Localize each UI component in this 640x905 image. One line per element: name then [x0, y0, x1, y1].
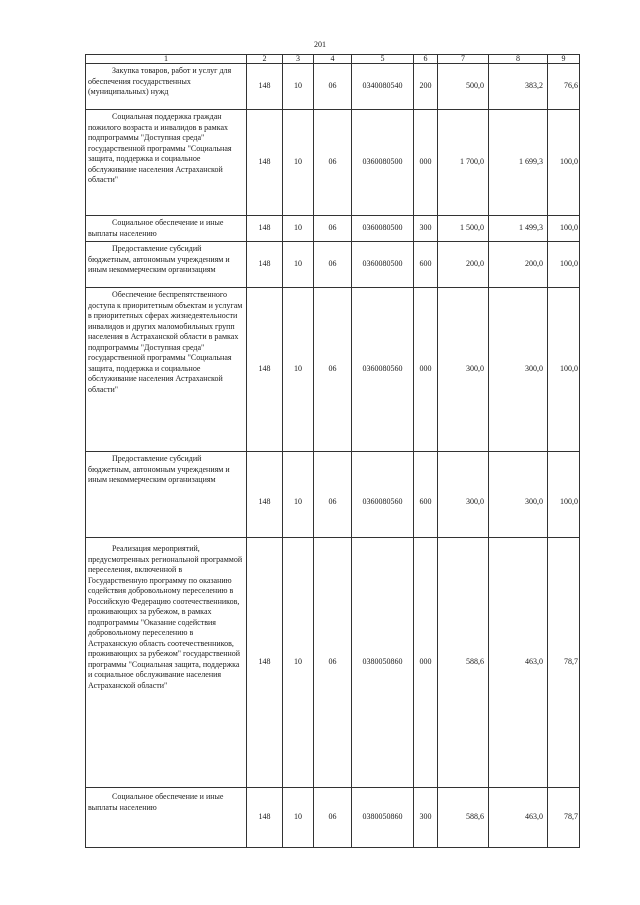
row-executed-amount: 300,0 [489, 288, 548, 452]
row-target-article: 0360080560 [352, 452, 414, 538]
row-expense-type: 200 [414, 64, 438, 110]
row-subsection-code: 06 [314, 452, 352, 538]
row-target-article: 0360080560 [352, 288, 414, 452]
column-number-7: 7 [438, 55, 489, 64]
row-execution-percent: 100,0 [548, 110, 580, 216]
column-number-9: 9 [548, 55, 580, 64]
row-expense-type: 300 [414, 788, 438, 848]
row-executed-amount: 1 499,3 [489, 216, 548, 242]
row-section-code: 10 [283, 538, 314, 788]
table-row [86, 242, 580, 288]
row-executed-amount: 300,0 [489, 452, 548, 538]
page-number: 201 [314, 40, 326, 49]
row-target-article: 0360080500 [352, 216, 414, 242]
row-target-article: 0380050860 [352, 788, 414, 848]
row-execution-percent: 76,6 [548, 64, 580, 110]
row-execution-percent: 100,0 [548, 288, 580, 452]
row-expense-type: 000 [414, 110, 438, 216]
row-executed-amount: 383,2 [489, 64, 548, 110]
row-execution-percent: 78,7 [548, 788, 580, 848]
row-section-code: 10 [283, 242, 314, 288]
row-subsection-code: 06 [314, 64, 352, 110]
column-number-8: 8 [489, 55, 548, 64]
row-ministry-code: 148 [247, 788, 283, 848]
row-execution-percent: 100,0 [548, 452, 580, 538]
table-row [86, 452, 580, 538]
row-executed-amount: 463,0 [489, 788, 548, 848]
column-number-row [86, 55, 580, 64]
row-planned-amount: 200,0 [438, 242, 489, 288]
row-planned-amount: 588,6 [438, 538, 489, 788]
table-row [86, 288, 580, 452]
row-description: Предоставление субсидий бюджетным, автономным учреждениям и иным некоммерческим организациям [86, 452, 247, 538]
row-planned-amount: 1 500,0 [438, 216, 489, 242]
column-number-5: 5 [352, 55, 414, 64]
table-row [86, 538, 580, 788]
row-section-code: 10 [283, 64, 314, 110]
row-section-code: 10 [283, 788, 314, 848]
row-ministry-code: 148 [247, 110, 283, 216]
table-row [86, 788, 580, 848]
row-section-code: 10 [283, 110, 314, 216]
row-ministry-code: 148 [247, 242, 283, 288]
row-ministry-code: 148 [247, 452, 283, 538]
row-target-article: 0340080540 [352, 64, 414, 110]
row-planned-amount: 300,0 [438, 452, 489, 538]
table-row [86, 64, 580, 110]
row-subsection-code: 06 [314, 788, 352, 848]
column-number-4: 4 [314, 55, 352, 64]
row-target-article: 0360080500 [352, 110, 414, 216]
row-subsection-code: 06 [314, 288, 352, 452]
row-execution-percent: 78,7 [548, 538, 580, 788]
row-description: Социальное обеспечение и иные выплаты населению [86, 788, 247, 848]
column-number-3: 3 [283, 55, 314, 64]
row-target-article: 0360080500 [352, 242, 414, 288]
row-executed-amount: 1 699,3 [489, 110, 548, 216]
row-subsection-code: 06 [314, 538, 352, 788]
budget-table [85, 54, 580, 848]
row-planned-amount: 500,0 [438, 64, 489, 110]
row-execution-percent: 100,0 [548, 242, 580, 288]
row-description: Социальная поддержка граждан пожилого возраста и инвалидов в рамках подпрограммы "Доступная среда" государственной программы "Социальная защита, поддержка и социальное обслуживание населения Астраханской области" [86, 110, 247, 216]
row-expense-type: 300 [414, 216, 438, 242]
row-executed-amount: 463,0 [489, 538, 548, 788]
table-row [86, 110, 580, 216]
row-ministry-code: 148 [247, 216, 283, 242]
row-expense-type: 600 [414, 452, 438, 538]
row-expense-type: 000 [414, 288, 438, 452]
row-ministry-code: 148 [247, 288, 283, 452]
row-ministry-code: 148 [247, 538, 283, 788]
row-description: Предоставление субсидий бюджетным, автономным учреждениям и иным некоммерческим организациям [86, 242, 247, 288]
row-description: Реализация мероприятий, предусмотренных региональной программой переселения, включенной в Государственную программу по оказанию содействия добровольному переселению в Российскую Федерацию соотечественников, проживающих за рубежом, в рамках подпрограммы "Оказание содействия добровольному переселению в Астраханскую область соотечественников, проживающих за рубежом" государственной программы "Социальная защита, поддержка и социальное обслуживание населения Астраханской области" [86, 538, 247, 788]
column-number-1: 1 [86, 55, 247, 64]
row-planned-amount: 300,0 [438, 288, 489, 452]
row-description: Обеспечение беспрепятственного доступа к приоритетным объектам и услугам в приоритетных сферах жизнедеятельности инвалидов и других маломобильных групп населения в Астраханской области в рамках подпрограммы "Доступная среда" государственной программы "Социальная защита, поддержка и социальное обслуживание населения Астраханской области" [86, 288, 247, 452]
table-row [86, 216, 580, 242]
row-planned-amount: 1 700,0 [438, 110, 489, 216]
row-subsection-code: 06 [314, 242, 352, 288]
row-expense-type: 600 [414, 242, 438, 288]
row-target-article: 0380050860 [352, 538, 414, 788]
row-section-code: 10 [283, 288, 314, 452]
row-execution-percent: 100,0 [548, 216, 580, 242]
column-number-6: 6 [414, 55, 438, 64]
row-subsection-code: 06 [314, 110, 352, 216]
row-section-code: 10 [283, 452, 314, 538]
row-description: Закупка товаров, работ и услуг для обеспечения государственных (муниципальных) нужд [86, 64, 247, 110]
row-subsection-code: 06 [314, 216, 352, 242]
row-planned-amount: 588,6 [438, 788, 489, 848]
row-executed-amount: 200,0 [489, 242, 548, 288]
row-description: Социальное обеспечение и иные выплаты населению [86, 216, 247, 242]
row-ministry-code: 148 [247, 64, 283, 110]
row-expense-type: 000 [414, 538, 438, 788]
column-number-2: 2 [247, 55, 283, 64]
row-section-code: 10 [283, 216, 314, 242]
